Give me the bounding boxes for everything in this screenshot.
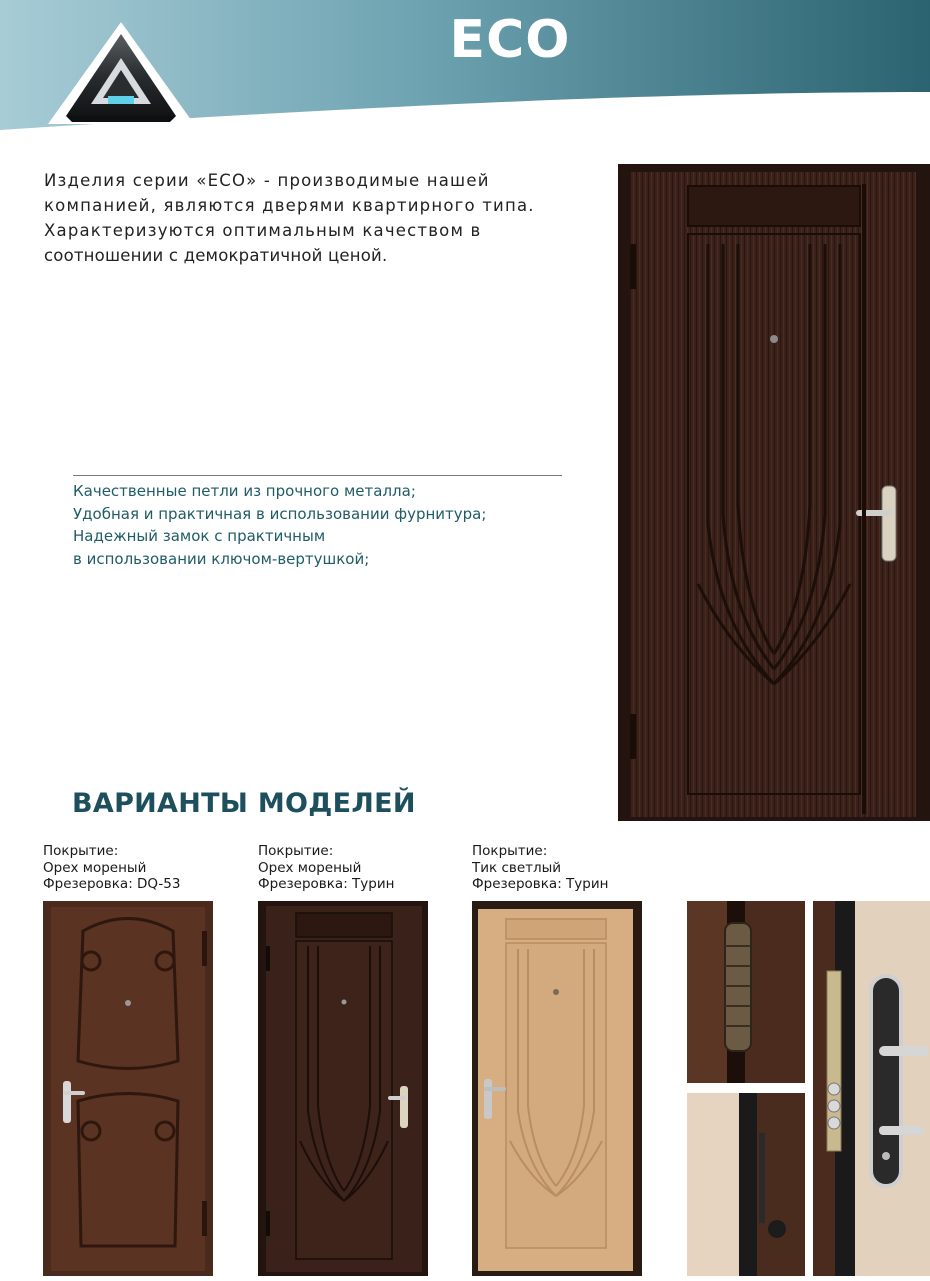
- caption-line: Тик светлый: [472, 859, 562, 876]
- feature-item: в использовании ключом-вертушкой;: [73, 549, 370, 568]
- caption-line: Покрытие:: [472, 843, 548, 859]
- header-banner: [0, 0, 930, 135]
- caption-line: Фрезеровка: Турин: [472, 876, 609, 892]
- feature-item: Качественные петли из прочного металла;: [73, 482, 416, 500]
- model-caption-2: [258, 843, 394, 893]
- door-edge-closeup-photo: [687, 1093, 805, 1276]
- main-door-photo: [618, 164, 930, 821]
- features-list: [73, 480, 593, 570]
- feature-item: Надежный замок с практичным: [73, 527, 326, 545]
- caption-line: Фрезеровка: DQ-53: [43, 876, 181, 892]
- caption-line: Орех мореный: [258, 859, 362, 876]
- caption-line: Покрытие:: [43, 843, 119, 859]
- model-door-turin-teak-photo: [472, 901, 642, 1276]
- caption-line: Фрезеровка: Турин: [258, 876, 395, 892]
- model-door-dq53-photo: [43, 901, 213, 1276]
- page-title: ECO: [449, 10, 571, 70]
- intro-paragraph: [44, 168, 578, 268]
- caption-line: Орех мореный: [43, 859, 147, 876]
- caption-line: Покрытие:: [258, 843, 334, 859]
- intro-line: Характеризуются оптимальным качеством в: [44, 221, 482, 240]
- model-door-turin-walnut-photo: [258, 901, 428, 1276]
- lock-closeup-photo: [813, 901, 930, 1276]
- hinge-closeup-photo: [687, 901, 805, 1083]
- intro-line: соотношении с демократичной ценой.: [44, 246, 388, 265]
- model-caption-1: [43, 843, 180, 893]
- intro-line: компанией, являются дверями квартирного типа.: [44, 196, 535, 215]
- model-caption-3: [472, 843, 608, 893]
- models-section-title: ВАРИАНТЫ МОДЕЛЕЙ: [72, 788, 416, 819]
- feature-item: Удобная и практичная в использовании фурнитура;: [73, 504, 487, 523]
- company-logo-icon: [46, 18, 196, 128]
- section-divider: [73, 475, 562, 476]
- intro-line: Изделия серии «ECO» - производимые нашей: [44, 171, 490, 190]
